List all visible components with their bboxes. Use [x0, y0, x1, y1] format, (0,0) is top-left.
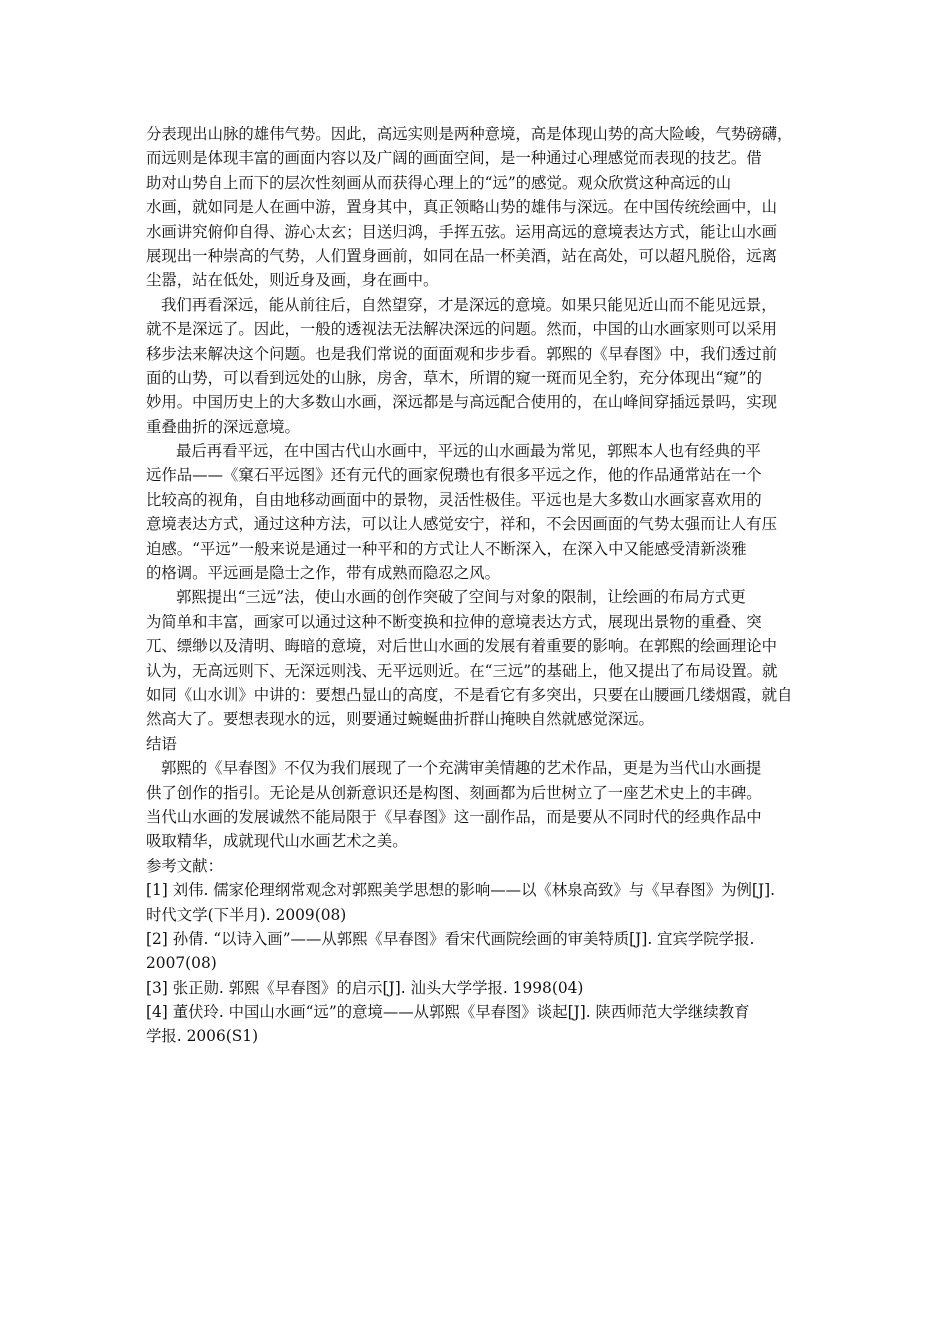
text-line: 分表现出山脉的雄伟气势。因此，高远实则是两种意境，高是体现山势的高大险峻，气势磅礴，	[146, 125, 793, 143]
reference-item-continued: 学报. 2006(S1)	[146, 1027, 259, 1046]
text-line: 当代山水画的发展诚然不能局限于《早春图》这一副作品，而是要从不同时代的经典作品中	[146, 807, 762, 826]
text-line: 妙用。中国历史上的大多数山水画，深远都是与高远配合使用的，在山峰间穿插远景吗，实现	[146, 393, 778, 412]
text-line: 面的山势，可以看到远处的山脉，房舍，草木，所谓的窥一斑而见全豹，充分体现出“窥”的	[146, 368, 762, 387]
reference-item: [4] 董伏玲. 中国山水画“远”的意境——从郭熙《早春图》谈起[J]. 陕西师范大学继续教育	[146, 1003, 750, 1022]
text-line: 郭熙提出“三远”法，使山水画的创作突破了空间与对象的限制，让绘画的布局方式更	[176, 588, 746, 607]
text-line: 为简单和丰富，画家可以通过这种不断变换和拉伸的意境表达方式，展现出景物的重叠、突	[146, 612, 762, 631]
reference-item-continued: 2007(08)	[146, 954, 217, 973]
text-line: 比较高的视角，自由地移动画面中的景物，灵活性极佳。平远也是大多数山水画家喜欢用的	[146, 490, 762, 509]
references-heading: 参考文献：	[146, 856, 223, 875]
text-line: 兀、缥缈以及清明、晦暗的意境，对后世山水画的发展有着重要的影响。在郭熙的绘画理论中	[146, 637, 778, 656]
reference-item-continued: 时代文学(下半月). 2009(08)	[146, 905, 347, 924]
reference-item: [3] 张正勋. 郭熙《早春图》的启示[J]. 汕头大学学报. 1998(04)	[146, 978, 584, 997]
text-line: 重叠曲折的深远意境。	[146, 417, 300, 436]
text-line: 最后再看平远，在中国古代山水画中，平远的山水画最为常见，郭熙本人也有经典的平	[176, 442, 761, 461]
text-line: 迫感。“平远”一般来说是通过一种平和的方式让人不断深入，在深入中又能感受清新淡雅	[146, 539, 747, 558]
text-line: 的格调。平远画是隐士之作，带有成熟而隐忍之风。	[146, 564, 500, 583]
reference-item: [1] 刘伟. 儒家伦理纲常观念对郭熙美学思想的影响——以《林泉高致》与《早春图》为例[J].	[146, 881, 776, 900]
text-line: 就不是深远了。因此，一般的透视法无法解决深远的问题。然而，中国的山水画家则可以采用	[146, 320, 778, 339]
text-line: 水画，就如同是人在画中游，置身其中，真正领略山势的雄伟与深远。在中国传统绘画中，山	[146, 198, 778, 217]
text-line: 助对山势自上而下的层次性刻画从而获得心理上的“远”的感觉。观众欣赏这种高远的山	[146, 173, 732, 192]
text-line: 吸取精华，成就现代山水画艺术之美。	[146, 832, 408, 851]
text-line: 展现出一种崇高的气势，人们置身画前，如同在品一杯美酒，站在高处，可以超凡脱俗，远离	[146, 246, 778, 265]
document-body	[146, 122, 808, 1049]
text-line: 供了创作的指引。无论是从创新意识还是构图、刻画都为后世树立了一座艺术史上的丰碑。	[146, 783, 762, 802]
text-line: 意境表达方式，通过这种方法，可以让人感觉安宁，祥和，不会因画面的气势太强而让人有压	[146, 515, 778, 534]
text-line: 远作品——《窠石平远图》还有元代的画家倪瓒也有很多平远之作，他的作品通常站在一个	[146, 466, 762, 485]
text-line: 郭熙的《早春图》不仅为我们展现了一个充满审美情趣的艺术作品，更是为当代山水画提	[161, 759, 762, 778]
text-line: 如同《山水训》中讲的：要想凸显山的高度，不是看它有多突出，只要在山腰画几缕烟霞，就自	[146, 685, 793, 704]
reference-item: [2] 孙倩. “以诗入画”——从郭熙《早春图》看宋代画院绘画的审美特质[J]. 宜宾学院学报.	[146, 929, 755, 948]
text-line: 尘嚣，站在低处，则近身及画，身在画中。	[146, 271, 439, 290]
section-heading: 结语	[146, 734, 177, 753]
text-line: 然高大了。要想表现水的远，则要通过蜿蜒曲折群山掩映自然就感觉深远。	[146, 710, 654, 729]
text-line: 移步法来解决这个问题。也是我们常说的面面观和步步看。郭熙的《早春图》中，我们透过前	[146, 344, 778, 363]
text-line: 而远则是体现丰富的画面内容以及广阔的画面空间，是一种通过心理感觉而表现的技艺。借	[146, 149, 762, 168]
text-line: 认为，无高远则下、无深远则浅、无平远则近。在“三远”的基础上，他又提出了布局设置。就	[146, 661, 778, 680]
text-line: 水画讲究俯仰自得、游心太玄；目送归鸿，手挥五弦。运用高远的意境表达方式，能让山水画	[146, 222, 778, 241]
text-line: 我们再看深远，能从前往后，自然望穿，才是深远的意境。如果只能见近山而不能见远景，	[161, 295, 777, 314]
